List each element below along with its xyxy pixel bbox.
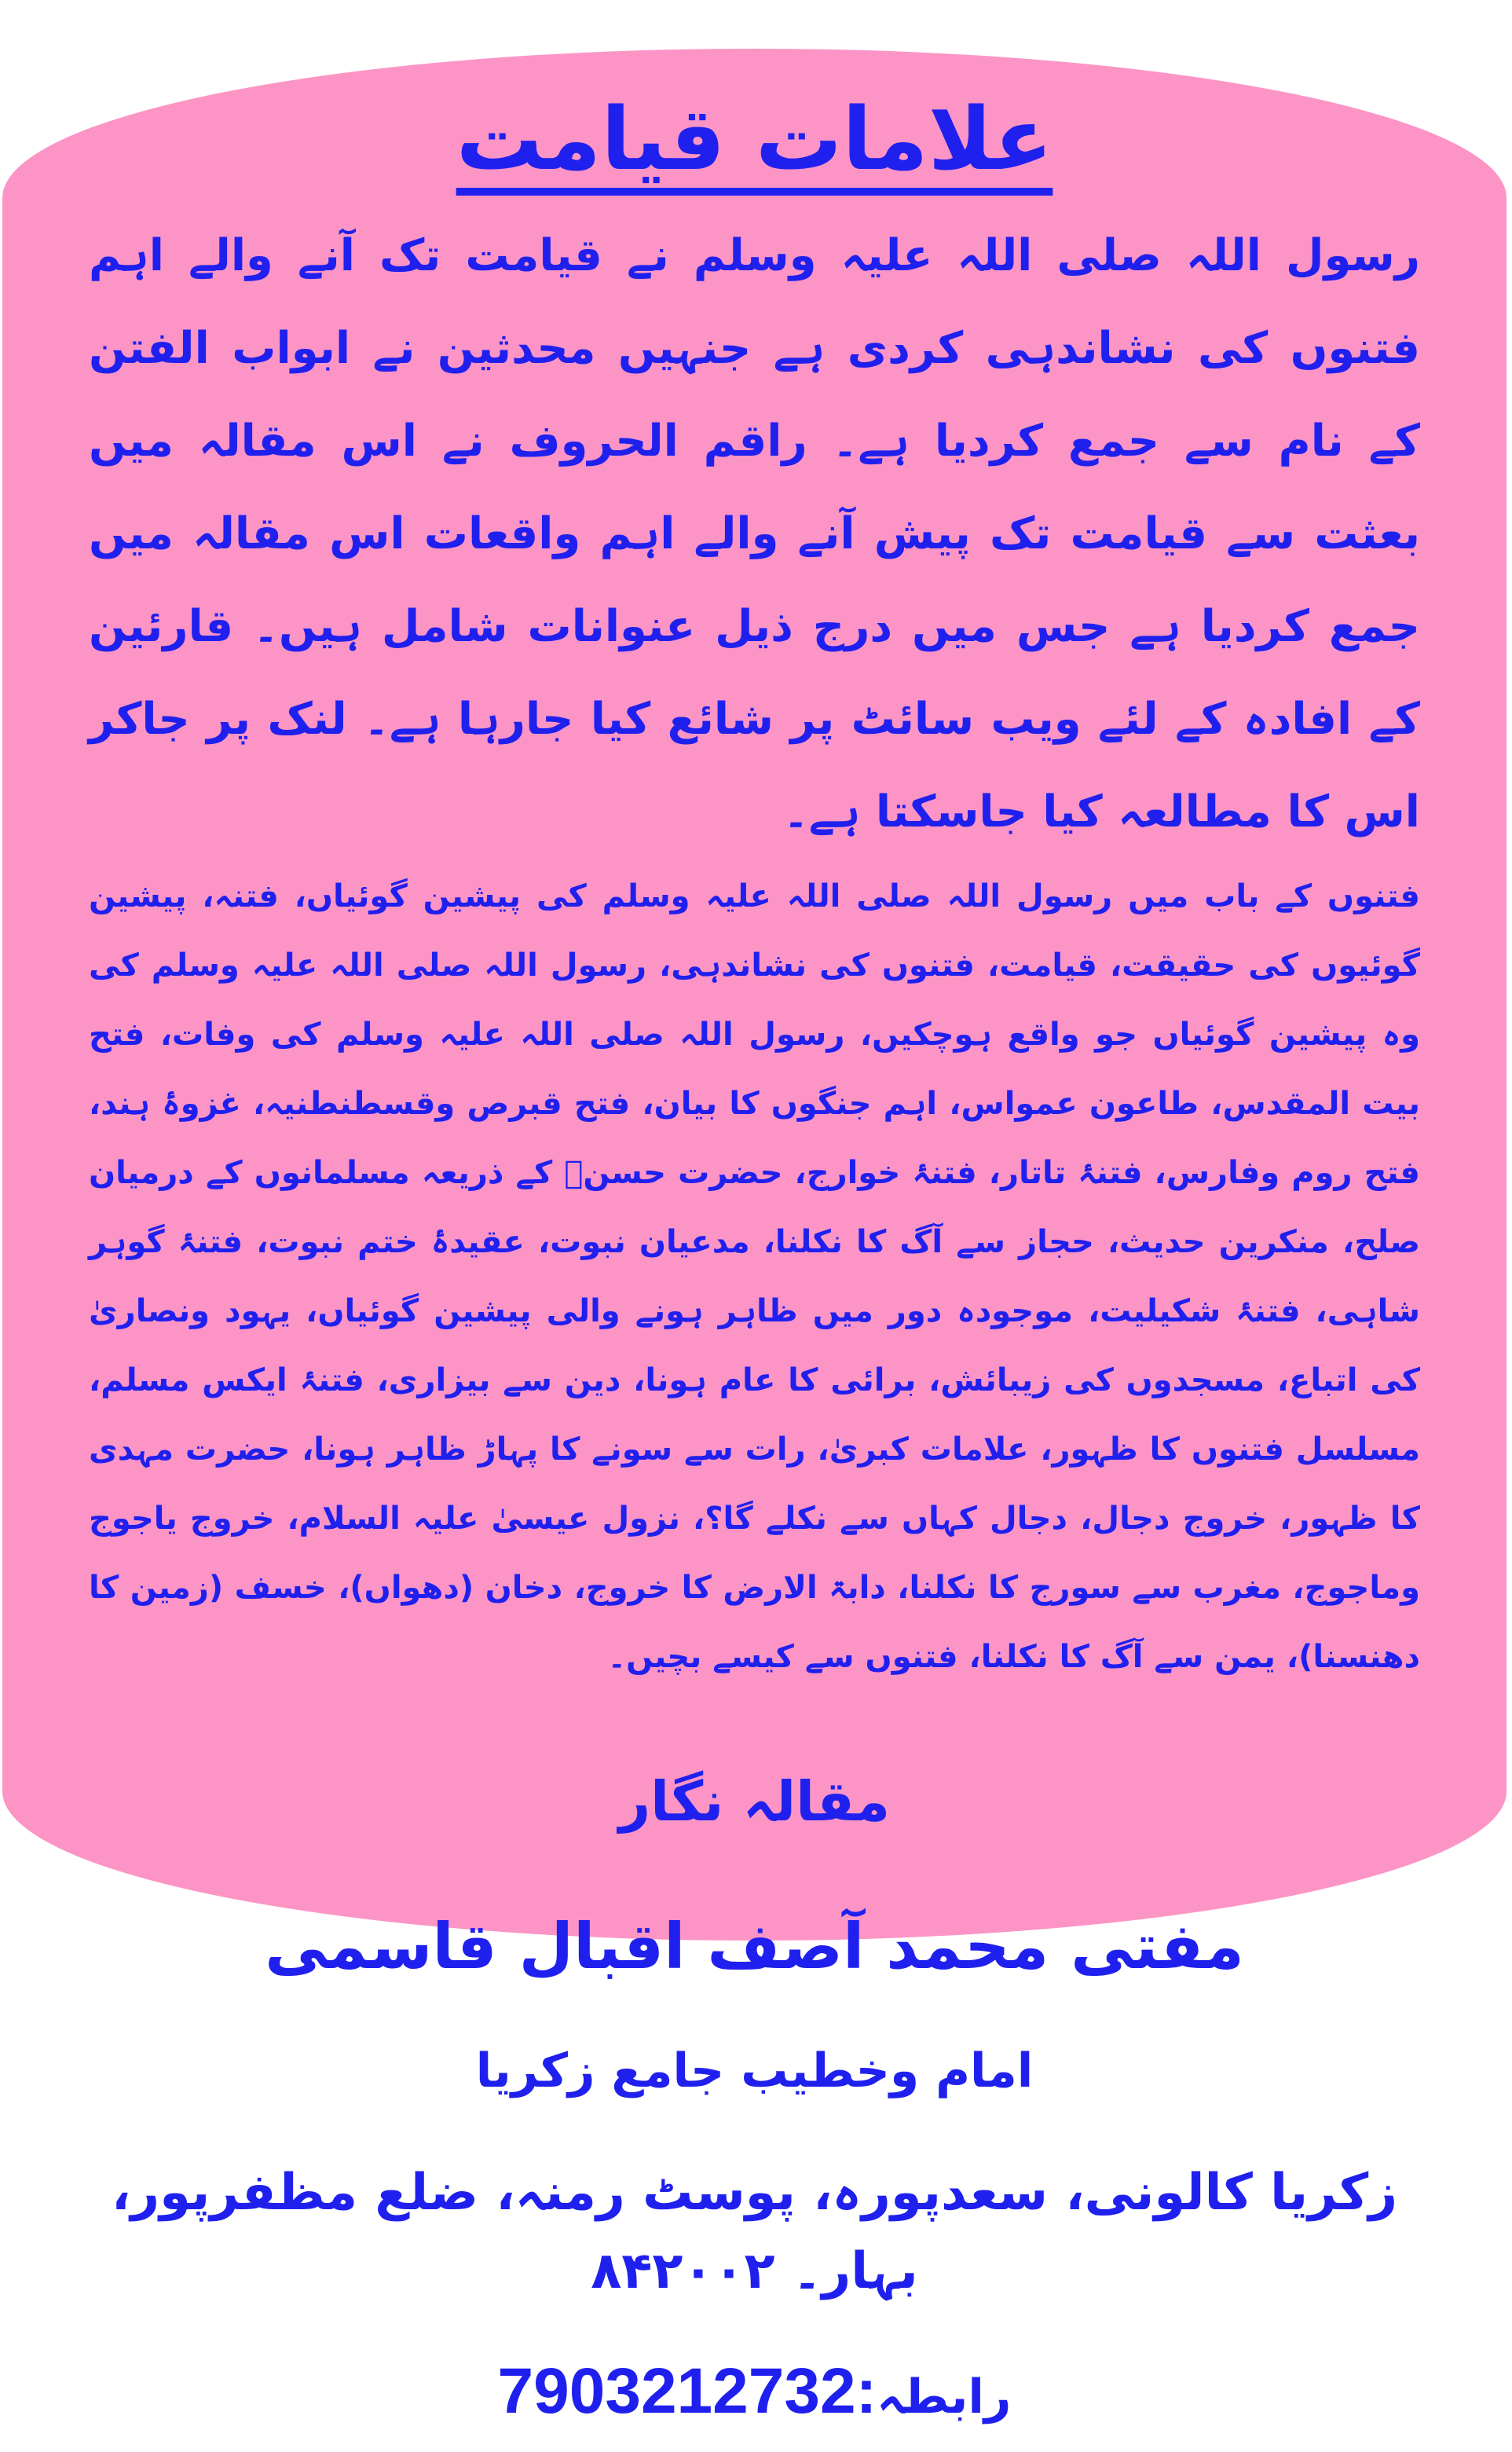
intro-paragraph: رسول اللہ صلی اللہ علیہ وسلم نے قیامت تک آنے والے اہم فتنوں کی نشاندہی کردی ہے جنہیں محدثین نے ابواب الفتن کے نام سے جمع کردیا ہے۔ راقم الحروف نے اس مقالہ میں بعثت سے قیامت تک پیش آنے والے اہم واقعات اس مقالہ میں جمع کردیا ہے جس میں درج ذیل عنوانات شامل ہیں۔ قارئین کے افادہ کے لئے ویب سائٹ پر شائع کیا جارہا ہے۔ لنک پر جاکر اس کا مطالعہ کیا جاسکتا ہے۔ <box>89 230 1420 837</box>
topics-paragraph: فتنوں کے باب میں رسول اللہ صلی اللہ علیہ وسلم کی پیشین گوئیاں، فتنہ، پیشین گوئیوں کی حقیقت، قیامت، فتنوں کی نشاندہی، رسول اللہ صلی اللہ علیہ وسلم کی وہ پیشین گوئیاں جو واقع ہوچکیں، رسول اللہ صلی اللہ علیہ وسلم کی وفات، فتح بیت المقدس، طاعون عمواس، اہم جنگوں کا بیان، فتح قبرص وقسطنطنیہ، غزوۂ ہند، فتح روم وفارس، فتنۂ تاتار، فتنۂ خوارج، حضرت حسنؓ کے ذریعہ مسلمانوں کے درمیان صلح، منکرین حدیث، حجاز سے آگ کا نکلنا، مدعیان نبوت، عقیدۂ ختم نبوت، فتنۂ گوہر شاہی، فتنۂ شکیلیت، موجودہ دور میں ظاہر ہونے والی پیشین گوئیاں، یہود ونصاریٰ کی اتباع، مسجدوں کی زیبائش، برائی کا عام ہونا، دین سے بیزاری، فتنۂ ایکس مسلم، مسلسل فتنوں کا ظہور، علامات کبریٰ، رات سے سونے کا پہاڑ ظاہر ہونا، حضرت مہدی کا ظہور، خروج دجال، دجال کہاں سے نکلے گا؟، نزول عیسیٰ علیہ السلام، خروج یاجوج وماجوج، مغرب سے سورج کا نکلنا، دابۃ الارض کا خروج، دخان (دھواں)، خسف (زمین کا دھنسنا)، یمن سے آگ کا نکلنا، فتنوں سے کیسے بچیں۔ <box>89 878 1420 1675</box>
byline-label: مقالہ نگار <box>618 1769 891 1834</box>
author-address: زکریا کالونی، سعدپورہ، پوسٹ رمنہ، ضلع مظفرپور، بہار۔ ۸۴۲۰۰۲ <box>111 2164 1398 2300</box>
author-role: امام وخطیب جامع زکریا <box>475 2043 1034 2098</box>
contact-line <box>89 2348 1420 2452</box>
contact-label: رابطہ <box>877 2370 1012 2425</box>
poster-content <box>89 80 1420 2427</box>
contact-separator: : <box>855 2356 877 2426</box>
poster-background <box>2 49 1507 2427</box>
contact-number: 7903212732 <box>497 2355 856 2427</box>
page-title: علامات قیامت <box>456 89 1053 189</box>
author-name: مفتی محمد آصف اقبال قاسمی <box>265 1910 1244 1983</box>
